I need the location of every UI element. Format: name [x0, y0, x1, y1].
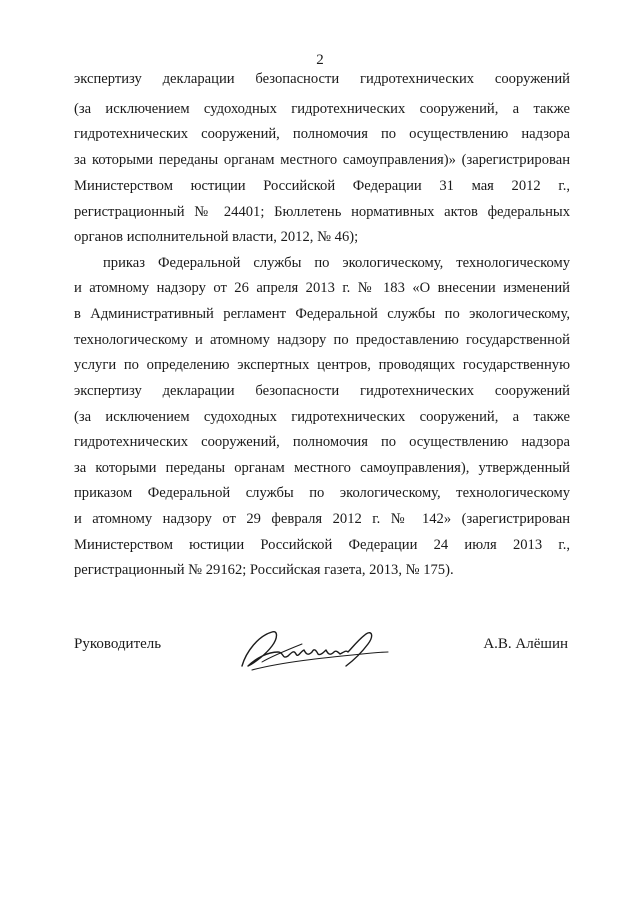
text-line: экспертизу декларации безопасности гидротехнических сооружений — [74, 383, 570, 399]
text-line: (за исключением судоходных гидротехнических сооружений, а также — [74, 101, 570, 117]
text-line: Министерством юстиции Российской Федерации 24 июля 2013 г., — [74, 537, 570, 553]
page-number: 2 — [316, 52, 324, 68]
text-line: органов исполнительной власти, 2012, № 46); — [74, 229, 359, 245]
text-line: регистрационный № 29162; Российская газета, 2013, № 175). — [74, 562, 454, 578]
signature-block — [0, 622, 640, 682]
text-line: за которыми переданы органам местного самоуправления), утвержденный — [74, 460, 570, 476]
text-line: приказом Федеральной службы по экологическому, технологическому — [74, 485, 570, 501]
text-line: гидротехнических сооружений, полномочия по осуществлению надзора — [74, 126, 570, 142]
text-line: услуги по определению экспертных центров, проводящих государственную — [74, 357, 570, 373]
text-line: и атомному надзору от 26 апреля 2013 г. № 183 «О внесении изменений — [74, 280, 570, 296]
text-line: гидротехнических сооружений, полномочия по осуществлению надзора — [74, 434, 570, 450]
signer-title: Руководитель — [74, 636, 162, 652]
signer-name: А.В. Алёшин — [483, 636, 568, 652]
text-line: (за исключением судоходных гидротехнических сооружений, а также — [74, 409, 570, 425]
text-line: Министерством юстиции Российской Федерации 31 мая 2012 г., — [74, 178, 570, 194]
text-line: регистрационный № 24401; Бюллетень нормативных актов федеральных — [74, 204, 570, 220]
text-line: экспертизу декларации безопасности гидротехнических сооружений — [74, 71, 570, 87]
text-line: и атомному надзору от 29 февраля 2012 г. № 142» (зарегистрирован — [74, 511, 570, 527]
text-line: в Административный регламент Федеральной службы по экологическому, — [74, 306, 570, 322]
handwritten-signature — [232, 622, 392, 682]
text-line: приказ Федеральной службы по экологическому, технологическому — [103, 255, 570, 271]
text-line: за которыми переданы органам местного самоуправления)» (зарегистрирован — [74, 152, 570, 168]
text-line: технологическому и атомному надзору по предоставлению государственной — [74, 332, 570, 348]
